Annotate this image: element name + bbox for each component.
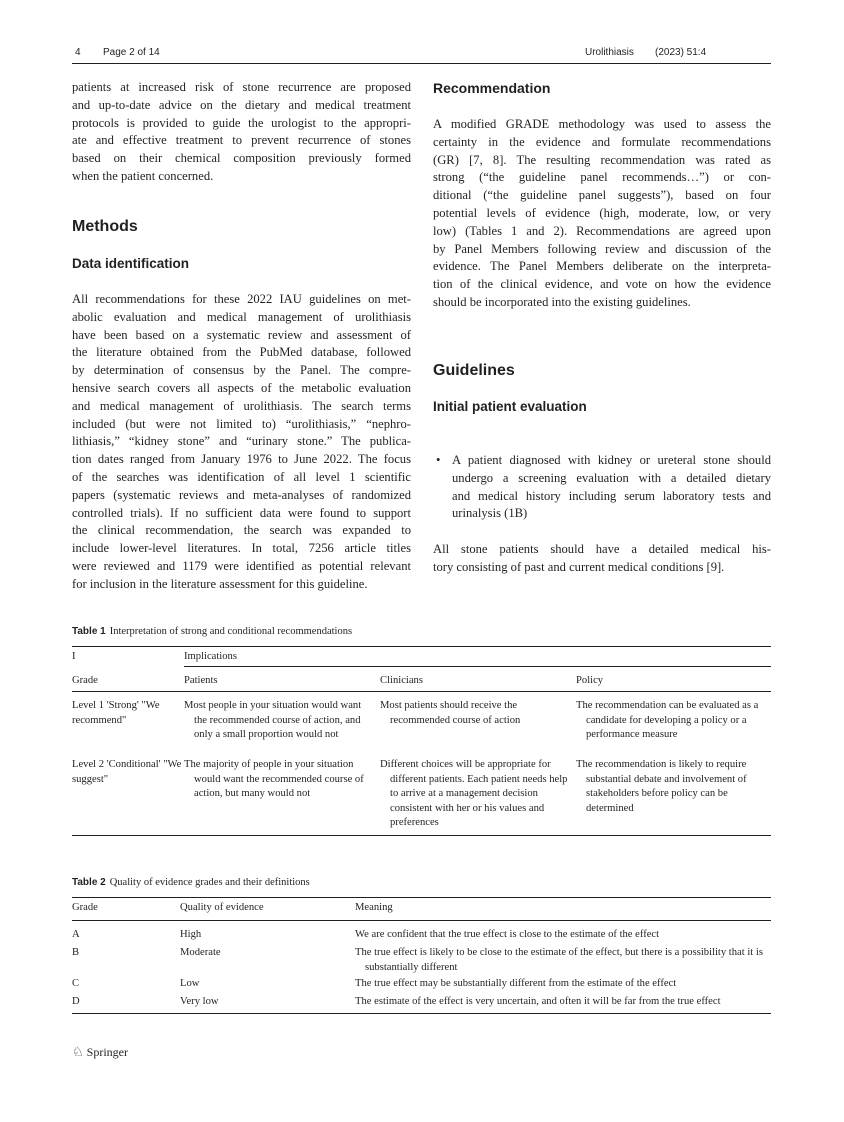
text-line: and up-to-date advice on the dietary and medical treatment — [72, 97, 411, 112]
left-paragraph-1 — [72, 79, 411, 186]
text-line: should be incorporated into the existing guidelines. — [433, 294, 691, 309]
text-line: the clinical recommendation, the search was expanded to — [72, 523, 411, 538]
right-paragraph-1 — [433, 116, 771, 312]
text-line: All recommendations for these 2022 IAU guidelines on met- — [72, 292, 411, 306]
text-line: the literature obtained from the PubMed database, followed — [72, 345, 411, 360]
table1-cell-clinicians: Most patients should receive the recommended course of action — [380, 700, 521, 726]
table1-cell-patients: Most people in your situation would want the recommended course of action, and only a small proportion would not — [184, 700, 362, 741]
text-line: controlled trials). If no sufficient data were found to support — [72, 505, 411, 520]
table1-label: Table 1 — [72, 626, 106, 637]
text-line: tion of the clinical evidence, and vote on how the evidence — [433, 277, 771, 292]
text-line: when the patient concerned. — [72, 168, 214, 183]
table1-cell-clinicians: Different choices will be appropriate for different patients. Each patient needs help to arrive at a management decision consistent with her or his values and preferences — [380, 759, 568, 829]
text-line: were reviewed and 1179 were identified as potential relevant — [72, 558, 411, 573]
table1-header-policy: Policy — [576, 675, 604, 686]
left-paragraph-2 — [72, 291, 411, 594]
table2-cell-quality: Very low — [180, 996, 219, 1007]
table2-caption-text: Quality of evidence grades and their definitions — [109, 877, 310, 888]
springer-logo-icon: ♘ — [72, 1044, 84, 1059]
text-line: potential levels of evidence (high, moderate, low, or very — [433, 205, 771, 220]
text-line: patients at increased risk of stone recurrence are proposed — [72, 80, 411, 94]
table2-cell-meaning: We are confident that the true effect is close to the estimate of the effect — [355, 929, 660, 940]
table1-group-rule — [184, 666, 771, 667]
table1-header-grade: Grade — [72, 675, 98, 686]
text-line: and medical history including serum laboratory tests and — [452, 488, 771, 503]
text-line: papers (systematic reviews and meta-analyses of randomized — [72, 487, 411, 502]
guidelines-heading: Guidelines — [433, 362, 515, 379]
text-line: tory consisting of past and current medical conditions [9]. — [433, 559, 725, 574]
text-line: A modified GRADE methodology was used to assess the — [433, 117, 771, 131]
table1-bottom-rule — [72, 835, 771, 836]
text-line: based on their chemical composition previously formed — [72, 151, 411, 166]
journal-citation: (2023) 51:4 — [655, 47, 707, 58]
table2-bottom-rule — [72, 1013, 771, 1014]
table2-cell-quality: High — [180, 929, 202, 940]
table2-caption — [72, 877, 310, 888]
journal-name: Urolithiasis — [585, 47, 634, 58]
data-identification-heading: Data identification — [72, 256, 190, 271]
table1-cell-policy: The recommendation is likely to require substantial debate and involvement of stakeholders before policy can be determined — [576, 759, 747, 814]
table1-cell-patients: The majority of people in your situation would want the recommended course of action, but many would not — [184, 759, 364, 800]
text-line: lithiasis,” “kidney stone” and “urinary stone.” The publica- — [72, 434, 411, 449]
table1-header-patients: Patients — [184, 675, 218, 686]
text-line: strong (“the guideline panel recommends…”) or con- — [433, 170, 771, 185]
bullet-icon: • — [436, 453, 441, 467]
table2-cell-meaning: The true effect is likely to be close to the estimate of the effect, but there is a possibility that it is substantially different — [355, 947, 763, 973]
recommendation-heading: Recommendation — [433, 80, 551, 96]
text-line: include lower-level literatures. In total, 7256 article titles — [72, 541, 411, 556]
table2-header-grade: Grade — [72, 902, 98, 913]
text-line: All stone patients should have a detailed medical his- — [433, 542, 771, 556]
text-line: (GR) [7, 8]. The resulting recommendation was rated as — [433, 152, 771, 167]
text-line: by Panel Members following review and discussion of the — [433, 241, 771, 256]
text-line: of the searches was identification of all level 1 scientific — [72, 469, 411, 484]
page-number: 4 — [75, 47, 81, 58]
table1-caption-text: Interpretation of strong and conditional recommendations — [109, 626, 353, 637]
text-line: low) (Tables 1 and 2). Recommendations are agreed upon — [433, 223, 771, 238]
table1-header-rule — [72, 691, 771, 692]
table2-cell-grade: C — [72, 978, 80, 989]
text-line: A patient diagnosed with kidney or ureteral stone should — [452, 453, 771, 467]
table2-cell-grade: B — [72, 947, 80, 958]
table2-cell-quality: Low — [180, 978, 200, 989]
text-line: urinalysis (1B) — [452, 506, 528, 521]
methods-heading: Methods — [72, 218, 138, 235]
text-line: undergo a screening evaluation with a detailed dietary — [452, 470, 771, 485]
text-line: hensive search covers all aspects of the metabolic evaluation — [72, 380, 411, 395]
table1-caption — [72, 626, 352, 637]
text-line: tion dates ranged from January 1976 to June 2022. The focus — [72, 452, 411, 467]
table1-cell-policy: The recommendation can be evaluated as a candidate for developing a policy or a performance measure — [576, 700, 759, 741]
table2-header-rule — [72, 920, 771, 921]
table1-group-header: Implications — [184, 651, 237, 662]
table2-label: Table 2 — [72, 877, 106, 888]
publisher-name: Springer — [86, 1045, 128, 1059]
header-rule — [72, 63, 771, 64]
text-line: and medical management of urolithiasis. The search terms — [72, 398, 411, 413]
text-line: included (but were not limited to) “urolithiasis,” “nephro- — [72, 416, 411, 431]
table2-cell-meaning: The true effect may be substantially different from the estimate of the effect — [355, 978, 677, 989]
text-line: have been based on a systematic review and assessment of — [72, 327, 411, 342]
recommendation-bullet — [452, 452, 771, 523]
text-line: evidence. The Panel Members deliberate on the interpreta- — [433, 259, 771, 274]
table1-cell-grade: Level 2 'Conditional' "We suggest" — [72, 759, 182, 785]
table1-header-clinicians: Clinicians — [380, 675, 423, 686]
table2-cell-grade: D — [72, 996, 80, 1007]
text-line: ditional (“the guideline panel suggests”), based on four — [433, 188, 771, 203]
table2-header-quality: Quality of evidence — [180, 902, 264, 913]
table2-cell-grade: A — [72, 929, 80, 940]
initial-evaluation-heading: Initial patient evaluation — [433, 399, 587, 414]
text-line: ate and effective treatment to prevent recurrence of stones — [72, 133, 411, 148]
table1-top-rule — [72, 646, 771, 647]
text-line: protocols is provided to guide the urologist to the appropri- — [72, 115, 411, 130]
table2-cell-quality: Moderate — [180, 947, 221, 958]
page-of: Page 2 of 14 — [103, 47, 160, 58]
table2-header-meaning: Meaning — [355, 902, 393, 913]
text-line: abolic evaluation and medical management of urolithiasis — [72, 309, 411, 324]
springer-footer — [72, 1044, 128, 1060]
text-line: by determination of consensus by the Panel. The compre- — [72, 363, 411, 378]
table1-cell-grade: Level 1 'Strong' "We recommend" — [72, 700, 160, 726]
right-paragraph-2 — [433, 541, 771, 577]
table1-top-left: I — [72, 651, 76, 662]
table2-cell-meaning: The estimate of the effect is very uncertain, and often it will be far from the true effect — [355, 996, 721, 1007]
text-line: for inclusion in the literature assessment for this guideline. — [72, 576, 368, 591]
table2-top-rule — [72, 897, 771, 898]
text-line: certainty in the evidence and formulate recommendations — [433, 134, 771, 149]
